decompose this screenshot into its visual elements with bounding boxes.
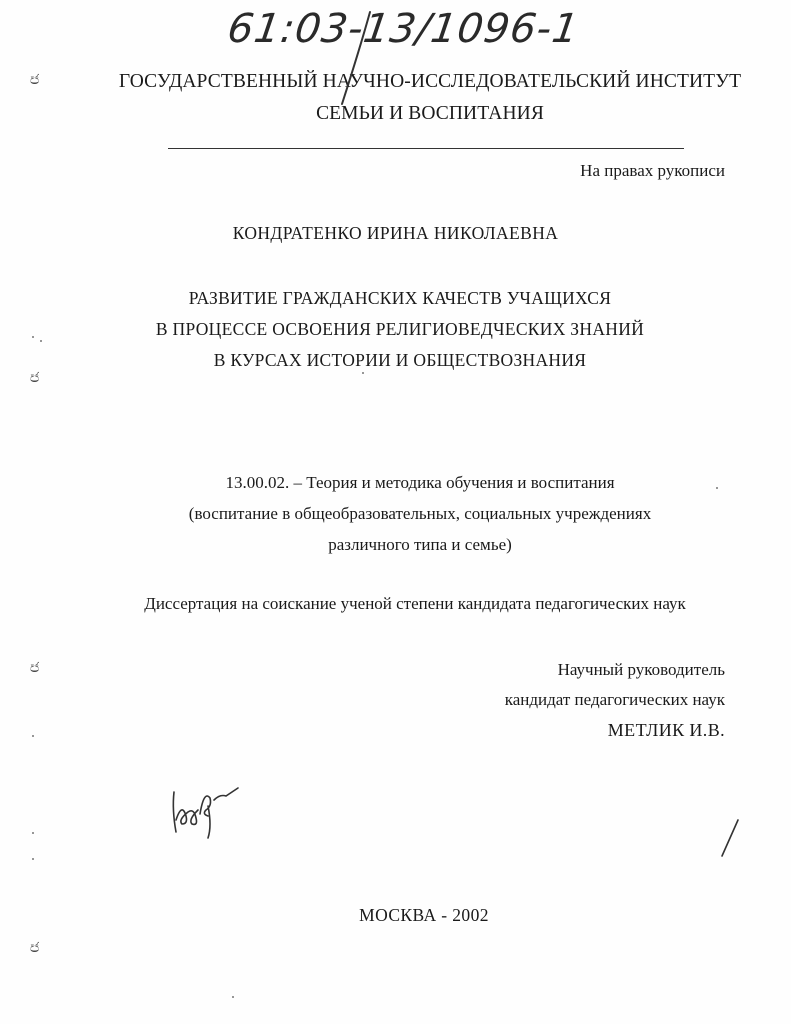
scan-speck — [232, 996, 234, 998]
margin-punch-mark-icon: ෪ — [30, 940, 40, 956]
margin-punch-mark-icon: ෪ — [30, 72, 40, 88]
specialty-line-2: (воспитание в общеобразовательных, социальных учреждениях — [188, 504, 652, 523]
scan-speck — [32, 735, 34, 737]
scan-speck — [32, 336, 34, 338]
title-line-2: В ПРОЦЕССЕ ОСВОЕНИЯ РЕЛИГИОВЕДЧЕСКИХ ЗНАНИЙ — [155, 319, 645, 339]
specialty-line-1: 13.00.02. – Теория и методика обучения и воспитания — [225, 473, 615, 492]
margin-punch-mark-icon: ෪ — [30, 370, 40, 386]
supervisor-name: МЕТЛИК И.В. — [607, 720, 725, 740]
scan-speck — [716, 487, 718, 489]
scientific-supervisor — [505, 655, 725, 745]
institute-line-1: ГОСУДАРСТВЕННЫЙ НАУЧНО-ИССЛЕДОВАТЕЛЬСКИЙ ИНСТИТУТ — [118, 71, 742, 92]
scan-speck — [362, 372, 364, 374]
specialty-code — [150, 467, 690, 560]
scan-speck — [32, 832, 34, 834]
author-name: КОНДРАТЕНКО ИРИНА НИКОЛАЕВНА — [232, 223, 559, 243]
city-and-year: МОСКВА - 2002 — [359, 905, 489, 925]
margin-punch-mark-icon: ෪ — [30, 660, 40, 676]
dissertation-degree-note: Диссертация на соискание ученой степени кандидата педагогических наук — [144, 594, 686, 613]
handwritten-slash-stroke — [330, 8, 380, 108]
scan-speck — [40, 340, 42, 342]
header-divider — [168, 148, 684, 149]
supervisor-role: Научный руководитель — [557, 660, 725, 679]
handwritten-signature — [168, 780, 250, 840]
handwritten-catalog-code: 61:03-13/1096-1 — [224, 6, 582, 52]
supervisor-degree: кандидат педагогических наук — [504, 690, 725, 709]
dissertation-title — [120, 283, 680, 376]
specialty-line-3: различного типа и семье) — [328, 535, 512, 554]
manuscript-rights-note: На правах рукописи — [580, 161, 725, 180]
institute-line-2: СЕМЬИ И ВОСПИТАНИЯ — [316, 103, 544, 124]
title-line-1: РАЗВИТИЕ ГРАЖДАНСКИХ КАЧЕСТВ УЧАЩИХСЯ — [188, 288, 612, 308]
handwritten-slash-mark — [718, 818, 740, 858]
scan-speck — [32, 858, 34, 860]
title-line-3: В КУРСАХ ИСТОРИИ И ОБЩЕСТВОЗНАНИЯ — [213, 350, 587, 370]
institute-name — [100, 66, 760, 130]
